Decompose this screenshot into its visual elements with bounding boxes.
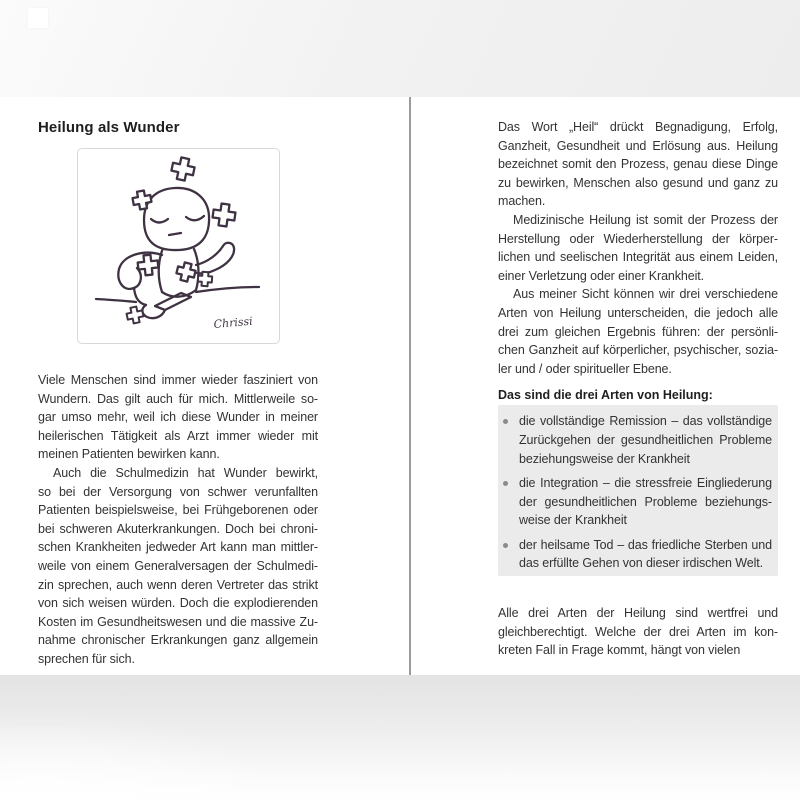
text-line: weise der Krankheit xyxy=(519,513,627,528)
left-body xyxy=(38,371,318,669)
text-line: chen Ganzheit auf körperlicher, psychischer, sozia- xyxy=(498,343,778,358)
text-line: bei schweren Akuterkrankungen. Doch bei chroni- xyxy=(38,521,318,536)
bullet-dot-icon xyxy=(503,543,508,548)
text-line: Arten von Heilung unterscheiden, die jedoch alle xyxy=(498,305,778,320)
text-line: gar umso mehr, weil ich diese Wunder in meiner xyxy=(38,410,318,425)
text-line: Viele Menschen sind immer wieder fasziniert von xyxy=(38,373,318,387)
text-line: Ganzheit, Gesundheit und Erlösung aus. Heilung xyxy=(498,138,778,153)
left-arm xyxy=(118,253,162,289)
text-line: meinen Patienten bewirken kann. xyxy=(38,447,220,462)
healing-cross-icon xyxy=(175,261,197,283)
bullet-dot-icon xyxy=(503,481,508,486)
bullet-item xyxy=(502,474,772,530)
paragraph xyxy=(498,285,778,378)
text-line: Aus meiner Sicht können wir drei verschiedene xyxy=(513,287,778,302)
text-line: lichen und seelischen Integrität aus einem Leiden, xyxy=(498,250,778,265)
text-line: die Integration – die stressfreie Eingliederung xyxy=(519,476,772,491)
meditation-figure-illustration xyxy=(77,148,280,344)
bullet-item xyxy=(502,536,772,573)
paragraph xyxy=(498,211,778,285)
top-left-square xyxy=(28,8,48,28)
paragraph xyxy=(498,118,778,211)
text-line: zu bewirken, Menschen also gesund und ganz zu xyxy=(498,175,778,190)
bullet-text xyxy=(519,412,772,468)
paragraph xyxy=(498,604,778,660)
text-line: Wundern. Das gilt auch für mich. Mittlerweile so- xyxy=(38,391,318,406)
text-line: bezeichnet somit den Prozess, genau diese Dinge xyxy=(498,157,778,172)
text-line: Patienten beispielsweise, bei Frühgeborenen oder xyxy=(38,503,318,518)
text-line: ler und / oder spiritueller Ebene. xyxy=(498,361,672,376)
meditation-figure-drawing xyxy=(78,149,279,343)
bullet-item xyxy=(502,412,772,468)
list-subheading: Das sind die drei Arten von Heilung: xyxy=(498,388,713,403)
text-line: Auch die Schulmedizin hat Wunder bewirkt, xyxy=(53,465,318,480)
text-line: schen Krankheiten jedweder Art kann man mittler- xyxy=(38,540,318,555)
text-line: so bei der Versorgung von schwer verunfallten xyxy=(38,484,318,499)
bullet-list xyxy=(502,412,772,573)
background-band-top xyxy=(0,0,800,97)
artist-signature: Chrissi xyxy=(213,314,254,331)
paragraph xyxy=(38,464,318,669)
text-line: machen. xyxy=(498,194,546,209)
text-line: der gesundheitlichen Probleme beziehungs- xyxy=(519,494,772,509)
page-spread xyxy=(0,97,800,675)
text-line: einer Verletzung oder einer Krankheit. xyxy=(498,268,705,283)
right-page xyxy=(498,97,778,660)
text-line: weile von einem Generalversagen der Schulmedi- xyxy=(38,558,318,573)
left-page xyxy=(38,97,318,669)
text-line: nahme chronischer Erkrankungen ganz allgemein xyxy=(38,633,318,648)
text-line: Kosten im Gesundheitswesen und die massive Zu- xyxy=(38,614,318,629)
text-line: zin sprechen, auch wenn deren Vertreter das strikt xyxy=(38,577,318,592)
background-band-bottom xyxy=(0,675,800,800)
text-line: der heilsame Tod – das friedliche Sterben und xyxy=(519,537,772,552)
text-line: beziehungsweise der Krankheit xyxy=(519,451,690,466)
text-line: kreten Fall in Frage kommt, hängt von vielen xyxy=(498,643,741,658)
text-line: Das Wort „Heil“ drückt Begnadigung, Erfolg, xyxy=(498,120,778,134)
paragraph xyxy=(38,371,318,464)
closing-paragraph xyxy=(498,604,778,660)
healing-cross-icon xyxy=(170,156,196,182)
text-line: die vollständige Remission – das vollständige xyxy=(519,414,772,429)
text-line: Herstellung oder Wiederherstellung der körper- xyxy=(498,231,778,246)
bullet-text xyxy=(519,536,772,573)
right-body xyxy=(498,118,778,378)
text-line: sprechen für sich. xyxy=(38,651,135,666)
text-line: Medizinische Heilung ist somit der Prozess der xyxy=(513,212,778,227)
text-line: das erfüllte Gehen von dieser irdischen Welt. xyxy=(519,556,764,571)
page-title: Heilung als Wunder xyxy=(38,119,180,136)
healing-cross-icon xyxy=(212,203,237,228)
bullet-dot-icon xyxy=(503,419,508,424)
text-line: Zurückgehen der gesundheitlichen Probleme xyxy=(519,432,772,447)
text-line: heilerischen Tätigkeit als Arzt immer wieder mit xyxy=(38,428,318,443)
right-arm xyxy=(196,243,234,274)
text-line: Alle drei Arten der Heilung sind wertfrei und xyxy=(498,606,778,621)
foot xyxy=(142,305,165,318)
ground-line-left xyxy=(96,299,136,302)
bullet-text xyxy=(519,474,772,530)
healing-types-highlight-box xyxy=(498,405,778,576)
text-line: drei zum gleichen Ergebnis führen: der persönli- xyxy=(498,324,778,339)
text-line: von sich weisen würden. Doch die explodierenden xyxy=(38,596,318,611)
page-divider xyxy=(409,97,411,675)
text-line: gleichberechtigt. Welche der drei Arten im kon- xyxy=(498,624,778,639)
ground-line-right xyxy=(196,287,259,292)
